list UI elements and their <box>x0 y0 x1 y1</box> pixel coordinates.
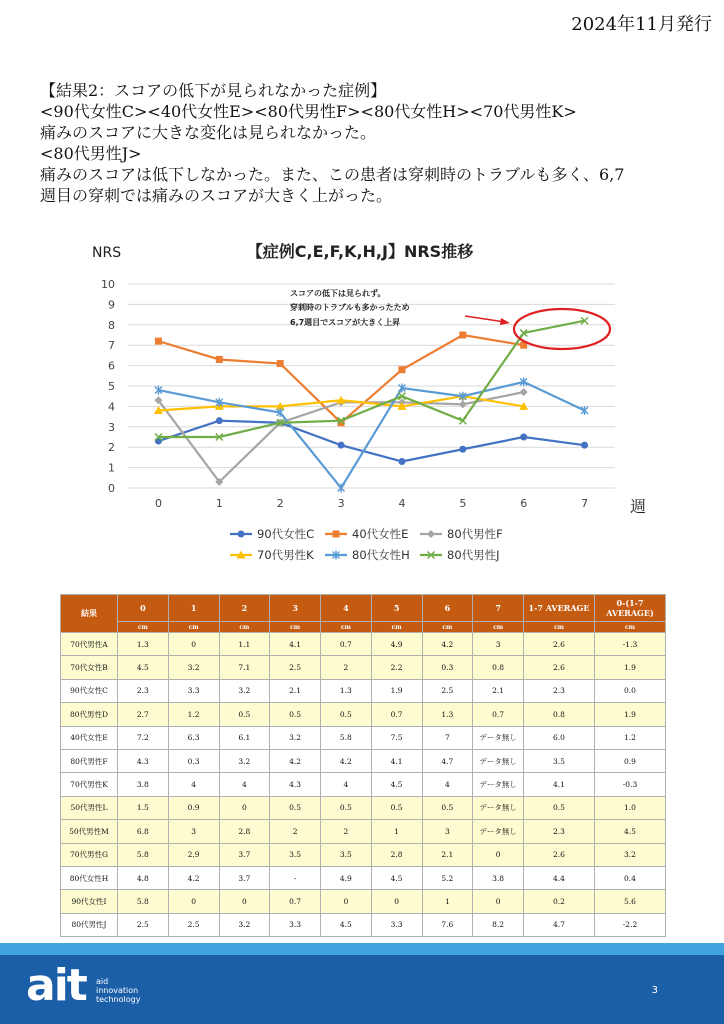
table-cell: 0.5 <box>219 703 270 726</box>
table-cell: 4 <box>219 773 270 796</box>
table-cell: 0.5 <box>524 796 595 819</box>
y-tick-label: 9 <box>108 298 115 312</box>
table-cell: 4.2 <box>270 749 321 772</box>
unit-header: cm <box>473 622 524 633</box>
table-cell: 2.3 <box>524 679 595 702</box>
table-row <box>61 749 666 772</box>
row-label: 50代男性L <box>61 796 118 819</box>
y-tick-labels <box>101 278 115 495</box>
data-point <box>277 360 284 367</box>
table-cell: 0 <box>219 796 270 819</box>
column-header: 7 <box>473 595 524 622</box>
data-point <box>216 356 223 363</box>
table-cell: 6.3 <box>168 726 219 749</box>
row-label: 70代女性B <box>61 656 118 679</box>
table-cell: 2 <box>321 820 372 843</box>
table-row <box>61 913 666 936</box>
table-cell: 2.1 <box>473 679 524 702</box>
column-header: 2 <box>219 595 270 622</box>
table-cell: 5.8 <box>118 843 169 866</box>
table-cell: 0.7 <box>321 633 372 656</box>
table-cell: 4.5 <box>371 773 422 796</box>
table-cell: 3.2 <box>219 679 270 702</box>
annotation-arrowhead <box>500 318 510 325</box>
row-label: 70代男性G <box>61 843 118 866</box>
table-cell: 0.7 <box>473 703 524 726</box>
data-point <box>398 366 405 373</box>
table-cell: -1.3 <box>595 633 666 656</box>
table-cell: 4.1 <box>524 773 595 796</box>
unit-header: cm <box>371 622 422 633</box>
table-cell: データ無し <box>473 796 524 819</box>
table-cell: 5.8 <box>321 726 372 749</box>
data-point <box>459 400 467 408</box>
table-cell: 7.1 <box>219 656 270 679</box>
data-point <box>581 442 588 449</box>
row-label: 80代男性F <box>61 749 118 772</box>
table-cell: 3.8 <box>473 866 524 889</box>
table-cell: 5.8 <box>118 890 169 913</box>
annotation-line: 6,7週目でスコアが大きく上昇 <box>290 318 401 327</box>
y-tick-label: 0 <box>108 482 115 495</box>
table-cell: 2.5 <box>270 656 321 679</box>
table-cell: 0.9 <box>595 749 666 772</box>
x-tick-label: 2 <box>276 497 284 510</box>
table-cell: 0.5 <box>371 796 422 819</box>
table-cell: 4.2 <box>321 749 372 772</box>
unit-header: cm <box>595 622 666 633</box>
table-cell: 2.8 <box>219 820 270 843</box>
table-cell: 3 <box>422 820 473 843</box>
row-label: 80代男性D <box>61 703 118 726</box>
table-cell: 0.8 <box>473 656 524 679</box>
row-label: 70代男性K <box>61 773 118 796</box>
data-point <box>216 417 223 424</box>
table-cell: 6.1 <box>219 726 270 749</box>
unit-header: cm <box>422 622 473 633</box>
unit-header: cm <box>270 622 321 633</box>
table-cell: 0 <box>371 890 422 913</box>
table-cell: 2.3 <box>118 679 169 702</box>
table-cell: 0.5 <box>321 796 372 819</box>
highlight-circle <box>514 309 610 349</box>
table-cell: 5.2 <box>422 866 473 889</box>
table-cell: 0.5 <box>321 703 372 726</box>
legend-item <box>420 527 503 541</box>
table-cell: 4.5 <box>595 820 666 843</box>
legend-item <box>230 527 314 541</box>
column-header: 5 <box>371 595 422 622</box>
y-tick-label: 10 <box>101 278 115 291</box>
legend-item <box>420 548 500 562</box>
y-tick-label: 5 <box>108 380 115 393</box>
legend <box>230 527 503 562</box>
table-cell: 4.3 <box>270 773 321 796</box>
table-cell: 2.5 <box>422 679 473 702</box>
table-cell: 4.7 <box>524 913 595 936</box>
table-cell: 0.9 <box>168 796 219 819</box>
section-heading: 【結果2：スコアの低下が見られなかった症例】 <box>40 81 387 100</box>
unit-header: cm <box>524 622 595 633</box>
annotation-arrow <box>465 316 505 322</box>
row-label: 70代男性A <box>61 633 118 656</box>
table-cell: 8.2 <box>473 913 524 936</box>
table-cell: 4.1 <box>371 749 422 772</box>
table-cell: 7.2 <box>118 726 169 749</box>
page-number: 3 <box>651 985 658 996</box>
table-cell: 4.7 <box>422 749 473 772</box>
table-cell: 3.7 <box>219 866 270 889</box>
logo-sub-3: technology <box>96 995 141 1004</box>
x-tick-label: 4 <box>398 497 406 510</box>
table-cell: 0 <box>168 633 219 656</box>
table-cell: 4 <box>422 773 473 796</box>
table-cell: 0.4 <box>595 866 666 889</box>
text-line: 週目の穿刺では痛みのスコアが大きく上がった。 <box>40 186 393 205</box>
table-row <box>61 866 666 889</box>
table-row <box>61 820 666 843</box>
table-row <box>61 656 666 679</box>
table-cell: 3.5 <box>524 749 595 772</box>
unit-header: cm <box>168 622 219 633</box>
x-axis-title: 週 <box>630 497 647 516</box>
table-cell: 3.8 <box>118 773 169 796</box>
case-list: <90代女性C><40代女性E><80代男性F><80代女性H><70代男性K> <box>40 102 577 121</box>
column-header: 6 <box>422 595 473 622</box>
text-line: 痛みのスコアに大きな変化は見られなかった。 <box>40 123 377 142</box>
table-cell: 4.4 <box>524 866 595 889</box>
row-label: 50代男性M <box>61 820 118 843</box>
column-header: 3 <box>270 595 321 622</box>
table-cell: 3.2 <box>219 749 270 772</box>
column-header: 1 <box>168 595 219 622</box>
data-point <box>520 388 528 396</box>
table-cell: 3.3 <box>168 679 219 702</box>
table-cell: 0 <box>321 890 372 913</box>
table-row <box>61 890 666 913</box>
table-cell: 5.6 <box>595 890 666 913</box>
x-tick-label: 3 <box>337 497 345 510</box>
table-row <box>61 773 666 796</box>
table-cell: 0.5 <box>270 703 321 726</box>
table-cell: 4 <box>168 773 219 796</box>
table-cell: 4.2 <box>422 633 473 656</box>
legend-label: 90代女性C <box>257 527 315 541</box>
x-tick-label: 7 <box>581 497 589 510</box>
legend-label: 80代男性F <box>447 527 503 541</box>
table-row <box>61 726 666 749</box>
table-cell: 2.6 <box>524 633 595 656</box>
table-row <box>61 679 666 702</box>
table-cell: 2.3 <box>524 820 595 843</box>
data-point <box>520 434 527 441</box>
table-cell: 1.9 <box>595 703 666 726</box>
table-cell: 3.7 <box>219 843 270 866</box>
table-cell: 4.9 <box>371 633 422 656</box>
table-cell: 3 <box>168 820 219 843</box>
x-tick-label: 0 <box>154 497 162 510</box>
table-cell: 0 <box>219 890 270 913</box>
table-cell: 1.9 <box>595 656 666 679</box>
table-cell: 3.2 <box>168 656 219 679</box>
table-cell: 0.3 <box>422 656 473 679</box>
text-line: 痛みのスコアは低下しなかった。また、この患者は穿刺時のトラブルも多く、6,7 <box>40 165 625 184</box>
nrs-line-chart <box>0 225 724 575</box>
row-label: 90代女性I <box>61 890 118 913</box>
table-cell: 4.5 <box>321 913 372 936</box>
table-cell: 1.2 <box>168 703 219 726</box>
table-cell: 4.5 <box>371 866 422 889</box>
table-cell: 2 <box>270 820 321 843</box>
x-tick-label: 5 <box>459 497 467 510</box>
x-tick-label: 1 <box>215 497 223 510</box>
table-cell: 0.7 <box>270 890 321 913</box>
table-cell: 0 <box>473 890 524 913</box>
table-cell: 0.5 <box>422 796 473 819</box>
legend-label: 40代女性E <box>352 527 409 541</box>
unit-header: cm <box>118 622 169 633</box>
table-cell: 0.5 <box>270 796 321 819</box>
table-cell: 4.3 <box>118 749 169 772</box>
annotation <box>290 288 610 349</box>
chart-title: 【症例C,E,F,K,H,J】NRS推移 <box>246 242 474 261</box>
data-point <box>398 458 405 465</box>
table-cell: 7.6 <box>422 913 473 936</box>
table-cell: 1.5 <box>118 796 169 819</box>
table-cell: 1.3 <box>118 633 169 656</box>
table-cell: 3.5 <box>270 843 321 866</box>
table-cell: 4.8 <box>118 866 169 889</box>
table-cell: 1.9 <box>371 679 422 702</box>
table-cell: 3.2 <box>595 843 666 866</box>
table-cell: 2.1 <box>270 679 321 702</box>
table-cell: 1.2 <box>595 726 666 749</box>
table-cell: 3.5 <box>321 843 372 866</box>
table-cell: 1 <box>422 890 473 913</box>
table-cell: 1.0 <box>595 796 666 819</box>
legend-item <box>230 548 314 562</box>
legend-item <box>325 527 408 541</box>
legend-label: 70代男性K <box>257 548 314 562</box>
column-header: 0-(1-7 AVERAGE) <box>595 595 666 622</box>
row-label: 80代男性J <box>61 913 118 936</box>
data-point <box>238 531 245 538</box>
results-table <box>60 594 666 937</box>
table-cell: 1.1 <box>219 633 270 656</box>
table-cell: 3.3 <box>270 913 321 936</box>
table-cell: 1.3 <box>321 679 372 702</box>
table-cell: 2.5 <box>118 913 169 936</box>
table-cell: 1 <box>371 820 422 843</box>
table-cell: 3.2 <box>270 726 321 749</box>
data-point <box>155 338 162 345</box>
legend-label: 80代男性J <box>447 548 500 562</box>
table-cell: 4 <box>321 773 372 796</box>
table-cell: 2.9 <box>168 843 219 866</box>
table-cell: データ無し <box>473 749 524 772</box>
table-cell: 6.8 <box>118 820 169 843</box>
table-cell: 0.7 <box>371 703 422 726</box>
column-header: 4 <box>321 595 372 622</box>
ait-logo <box>26 964 156 1008</box>
table-cell: 2.5 <box>168 913 219 936</box>
data-point <box>338 442 345 449</box>
table-cell: 6.0 <box>524 726 595 749</box>
table-corner-header: 結果 <box>61 595 118 633</box>
logo-sub-2: innovation <box>96 986 139 995</box>
table-cell: 0.0 <box>595 679 666 702</box>
issue-date: 2024年11月発行 <box>571 14 712 35</box>
column-header: 1-7 AVERAGE <box>524 595 595 622</box>
table-cell: データ無し <box>473 773 524 796</box>
annotation-line: 穿刺時のトラブルも多かったため <box>290 303 410 312</box>
table-cell: 2.1 <box>422 843 473 866</box>
series-line <box>158 335 523 423</box>
y-tick-label: 6 <box>108 359 115 373</box>
y-axis-title: NRS <box>92 245 122 261</box>
table-cell: 3.3 <box>371 913 422 936</box>
table-cell: 4.9 <box>321 866 372 889</box>
data-point <box>427 530 435 538</box>
results-text <box>40 80 720 206</box>
y-tick-label: 1 <box>108 461 115 475</box>
table-cell: 2.6 <box>524 656 595 679</box>
table-cell: 7 <box>422 726 473 749</box>
table-cell: 2.6 <box>524 843 595 866</box>
table-cell: 2.8 <box>371 843 422 866</box>
row-label: 80代女性H <box>61 866 118 889</box>
footer-accent-line <box>0 943 724 955</box>
table-cell: 4.2 <box>168 866 219 889</box>
y-tick-label: 2 <box>108 441 115 455</box>
table-cell: 0.8 <box>524 703 595 726</box>
table-cell: データ無し <box>473 820 524 843</box>
table-cell: データ無し <box>473 726 524 749</box>
table-cell: 4.5 <box>118 656 169 679</box>
table-cell: - <box>270 866 321 889</box>
data-point <box>459 446 466 453</box>
y-tick-label: 8 <box>108 318 115 332</box>
table-row <box>61 633 666 656</box>
data-point <box>333 531 340 538</box>
case-label-j: <80代男性J> <box>40 144 142 163</box>
x-tick-labels <box>155 497 588 510</box>
table-cell: 0 <box>168 890 219 913</box>
table-row <box>61 796 666 819</box>
legend-label: 80代女性H <box>352 548 410 562</box>
logo-wordmark: ait <box>26 964 86 1008</box>
table-cell: 3.2 <box>219 913 270 936</box>
table-cell: 0 <box>473 843 524 866</box>
row-label: 90代女性C <box>61 679 118 702</box>
table-cell: 4.1 <box>270 633 321 656</box>
column-header: 0 <box>118 595 169 622</box>
y-tick-label: 4 <box>108 400 115 414</box>
logo-sub-1: aid <box>96 977 109 986</box>
table-row <box>61 703 666 726</box>
unit-header: cm <box>321 622 372 633</box>
series-90代女性C <box>155 417 588 465</box>
row-label: 40代女性E <box>61 726 118 749</box>
data-point <box>459 332 466 339</box>
table-cell: 1.3 <box>422 703 473 726</box>
legend-item <box>325 548 410 562</box>
table-cell: -0.3 <box>595 773 666 796</box>
table-cell: 0.3 <box>168 749 219 772</box>
table-cell: 2 <box>321 656 372 679</box>
table-cell: 0.2 <box>524 890 595 913</box>
table-cell: -2.2 <box>595 913 666 936</box>
table-cell: 2.7 <box>118 703 169 726</box>
y-tick-label: 7 <box>108 339 115 353</box>
y-tick-label: 3 <box>108 420 115 434</box>
table-row <box>61 843 666 866</box>
series-group <box>154 317 588 492</box>
series-40代女性E <box>155 332 527 427</box>
table-cell: 2.2 <box>371 656 422 679</box>
annotation-line: スコアの低下は見られず。 <box>290 289 386 298</box>
table-cell: 3 <box>473 633 524 656</box>
x-tick-label: 6 <box>520 497 528 510</box>
unit-header: cm <box>219 622 270 633</box>
table-cell: 7.5 <box>371 726 422 749</box>
